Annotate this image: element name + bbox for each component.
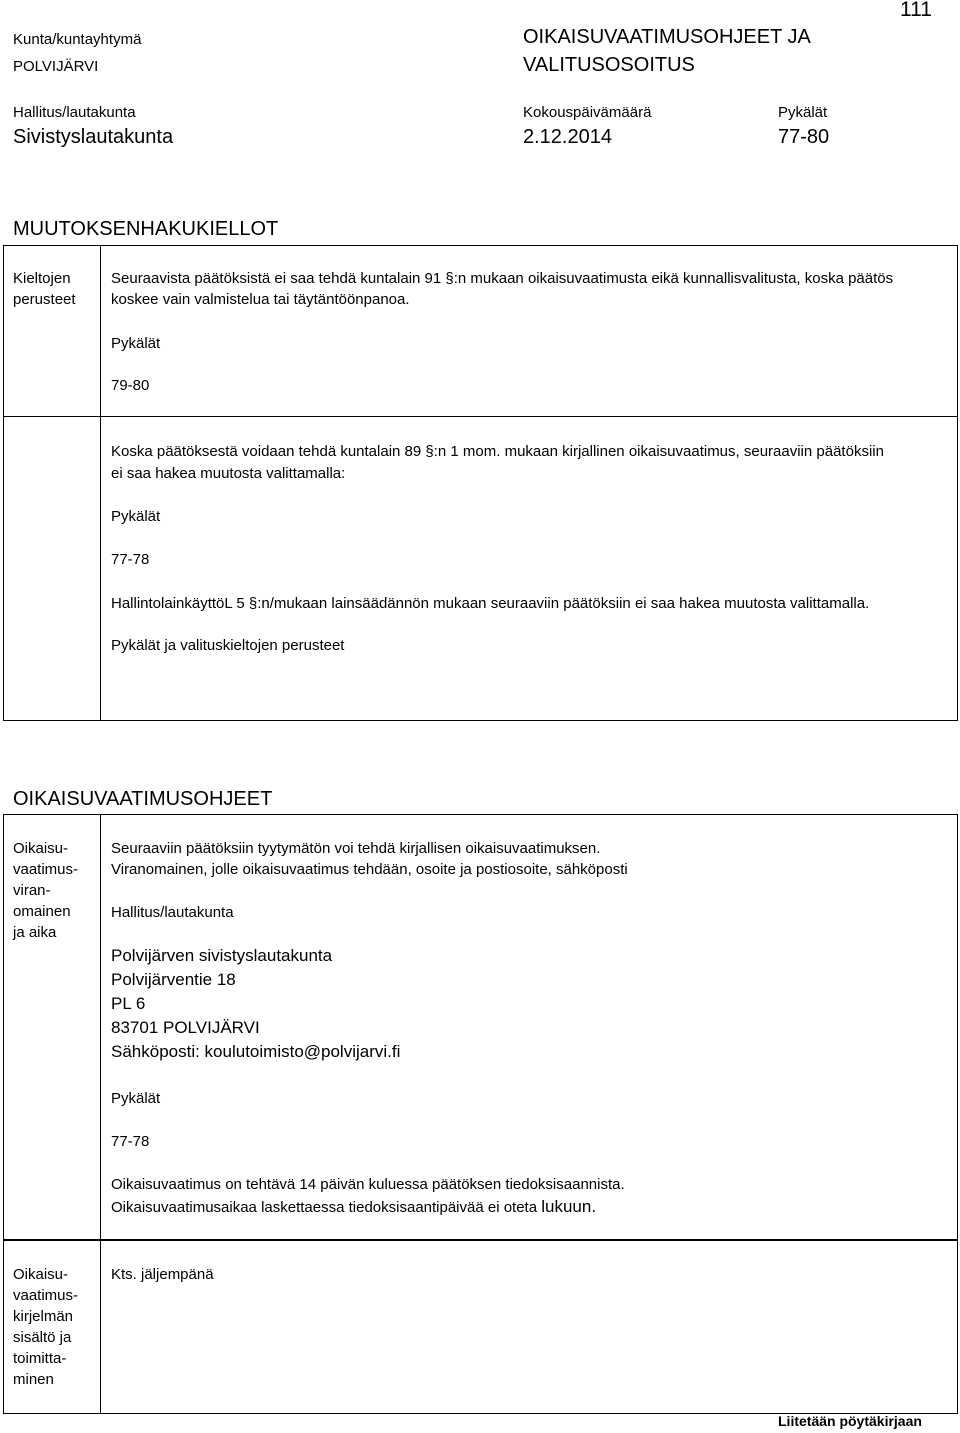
board-label: Hallitus/lautakunta xyxy=(13,104,136,121)
org-value: POLVIJÄRVI xyxy=(13,58,99,75)
section2-address xyxy=(111,944,400,1064)
date-label: Kokouspäivämäärä xyxy=(523,104,652,121)
section1-para2-line1: Koska päätöksestä voidaan tehdä kuntalain 89 §:n 1 mom. mukaan kirjallinen oikaisuvaatimus, seuraaviin päätöksiin xyxy=(111,443,884,460)
section2-line2: Viranomainen, jolle oikaisuvaatimus tehdään, osoite ja postiosoite, sähköposti xyxy=(111,861,628,878)
address-line: Sähköposti: koulutoimisto@polvijarvi.fi xyxy=(111,1042,401,1061)
section2-deadline-line2 xyxy=(111,1196,596,1218)
section3-left-label xyxy=(13,1264,78,1390)
section2-deadline-line1: Oikaisuvaatimus on tehtävä 14 päivän kuluessa päätöksen tiedoksisaannista. xyxy=(111,1176,625,1193)
section3-left-label-line: toimitta- xyxy=(13,1350,67,1367)
org-label: Kunta/kuntayhtymä xyxy=(13,31,142,48)
section3-left-label-line: kirjelmän xyxy=(13,1308,74,1325)
board-value: Sivistyslautakunta xyxy=(13,126,174,148)
section2-left-label-line: viran- xyxy=(13,882,51,899)
section2-sections-value: 77-78 xyxy=(111,1133,150,1150)
section1-left-label-line1: Kieltojen xyxy=(13,270,71,287)
section1-sections-value-1: 79-80 xyxy=(111,377,150,394)
section1-para3: HallintolainkäyttöL 5 §:n/mukaan lainsäädännön mukaan seuraaviin päätöksiin ei saa hakea muutosta valittamalla. xyxy=(111,595,870,612)
section3-left-label-line: vaatimus- xyxy=(13,1287,79,1304)
section2-left-label-line: omainen xyxy=(13,903,71,920)
section3-left-label-line: minen xyxy=(13,1371,54,1388)
section1-para4: Pykälät ja valituskieltojen perusteet xyxy=(111,637,345,654)
deadline-line2-a: Oikaisuvaatimusaikaa laskettaessa tiedoksisaantipäivää ei oteta xyxy=(111,1199,542,1216)
section2-left-label xyxy=(13,838,78,943)
section2-left-label-line: vaatimus- xyxy=(13,861,79,878)
section1-row-divider xyxy=(3,416,958,417)
section2-left-label-line: ja aika xyxy=(13,924,57,941)
section1-para1-line2: koskee vain valmistelua tai täytäntöönpanoa. xyxy=(111,291,410,308)
address-line: PL 6 xyxy=(111,994,146,1013)
section1-divider xyxy=(100,245,101,721)
section1-para1-line1: Seuraavista päätöksistä ei saa tehdä kuntalain 91 §:n mukaan oikaisuvaatimusta eikä kunnallisvalitusta, koska päätös xyxy=(111,270,894,287)
section1-heading: MUUTOKSENHAKUKIELLOT xyxy=(13,218,279,240)
footer-note: Liitetään pöytäkirjaan xyxy=(778,1413,922,1429)
section3-left-label-line: Oikaisu- xyxy=(13,1266,69,1283)
date-value: 2.12.2014 xyxy=(523,126,612,148)
section1-left-label xyxy=(13,268,76,310)
section1-sections-label-2: Pykälät xyxy=(111,508,161,525)
address-line: 83701 POLVIJÄRVI xyxy=(111,1018,260,1037)
sections-value: 77-80 xyxy=(778,126,830,148)
address-line: Polvijärventie 18 xyxy=(111,970,236,989)
section2-line1: Seuraaviin päätöksiin tyytymätön voi tehdä kirjallisen oikaisuvaatimuksen. xyxy=(111,840,601,857)
section2-left-label-line: Oikaisu- xyxy=(13,840,69,857)
section2-board-label: Hallitus/lautakunta xyxy=(111,904,234,921)
page-number: 111 xyxy=(900,0,932,21)
section1-sections-value-2: 77-78 xyxy=(111,551,150,568)
sections-label: Pykälät xyxy=(778,104,828,121)
section3-text: Kts. jäljempänä xyxy=(111,1266,214,1283)
section1-para2-line2: ei saa hakea muutosta valittamalla: xyxy=(111,465,346,482)
doc-title-line1: OIKAISUVAATIMUSOHJEET JA xyxy=(523,26,811,48)
section2-sections-label: Pykälät xyxy=(111,1090,161,1107)
address-line: Polvijärven sivistyslautakunta xyxy=(111,946,333,965)
section2-divider xyxy=(100,814,101,1240)
doc-title-line2: VALITUSOSOITUS xyxy=(523,54,695,76)
section3-left-label-line: sisältö ja xyxy=(13,1329,72,1346)
deadline-line2-b: lukuun. xyxy=(541,1197,597,1216)
section1-sections-label-1: Pykälät xyxy=(111,335,161,352)
section3-divider xyxy=(100,1240,101,1414)
section2-heading: OIKAISUVAATIMUSOHJEET xyxy=(13,788,273,810)
section1-left-label-line2: perusteet xyxy=(13,291,76,308)
